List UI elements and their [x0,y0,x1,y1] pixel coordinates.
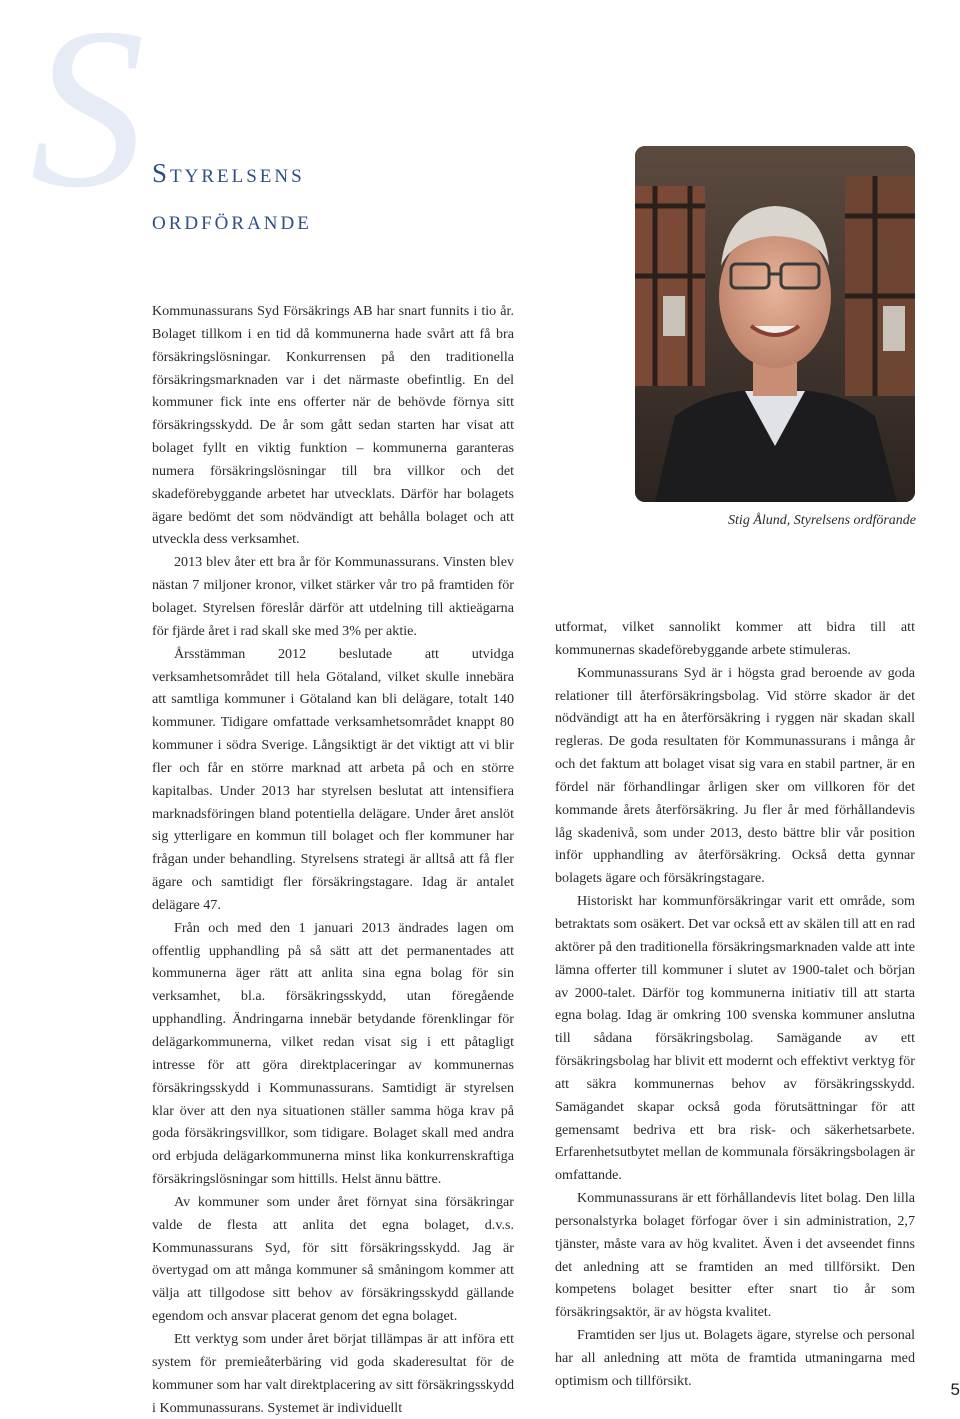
paragraph: Historiskt har kommunförsäkringar varit ett område, som betraktats som osäkert. Det var också ett av skälen till att en rad aktörer på den traditionella försäkringsmarknaden valde att inte lämna offerter till kommuner i slutet av 1900-talet och början av 2000-talet. Därför tog kommunerna initiativ till att starta egna bolag. Idag är omkring 100 svenska kommuner anslutna till sådana försäkringsbolag. Samägande av ett försäkringsbolag har blivit ett modernt och effektivt verktyg för att säkra kommunernas behov av försäkringsskydd. Samägandet skapar också goda förutsättningar för att gemensamt bedriva ett bra risk- och säkerhetsarbete. Erfarenhetsutbytet mellan de kommunala försäkringsbolagen är omfattande. [555,893,915,1184]
right-text-column [555,616,915,1393]
paragraph: Framtiden ser ljus ut. Bolagets ägare, styrelse och personal har all anledning att möta de framtida utmaningarna med optimism och tillförsikt. [555,1327,915,1389]
page-title [152,150,312,244]
paragraph: Kommunassurans Syd är i högsta grad beroende av goda relationer till återförsäkringsbolag. Vid större skador är det nödvändigt att ha en återförsäkring i ryggen när skadan skall regleras. De goda resultaten för Kommunassurans i många år och det faktum att bolaget visat sig vara en stabil partner, är en fördel när förhandlingar årligen sker om villkoren för det kommande årets återförsäkring. Ju fler år med förhållandevis låg skadenivå, som under 2013, desto bättre blir vår position inför upphandling av återförsäkring. Också detta gynnar bolagets ägare och försäkringstagare. [555,664,915,887]
paragraph: Av kommuner som under året förnyat sina försäkringar valde de flesta att anlita det egna bolaget, d.v.s. Kommunassurans Syd, för sitt försäkringsskydd. Jag är övertygad om att många kommuner så småningom kommer att välja att tillgodose sitt behov av försäkringsskydd gällande egendom och ansvar placerat genom det egna bolaget. [152,1193,514,1325]
paragraph: Kommunassurans Syd Försäkrings AB har snart funnits i tio år. Bolaget tillkom i en tid då kommunerna hade svårt att få bra försäkringslösningar. Konkurrensen på den traditionella försäkringsmarknaden var i det närmaste obefintlig. En del kommuner fick inte ens offerter när de behövde förnya sitt försäkringsskydd. De år som gått sedan starten har visat att bolaget fyllt en viktig funktion – kommunerna garanteras numera försäkringslösningar till bra villkor och det skadeförebyggande arbetet har utvecklats. Därför har bolagets ägare bedömt det som nödvändigt att behålla bolaget och att utveckla dess verksamhet. [152,303,514,548]
title-line-2: ordförande [152,205,312,235]
chairman-portrait-photo [635,146,915,502]
portrait-illustration [635,146,915,502]
title-line-1: Styrelsens [152,158,305,188]
decorative-initial-glyph: S [30,0,145,210]
page-number: 5 [950,1380,960,1399]
paragraph: Ett verktyg som under året börjat tillämpas är att införa ett system för premieåterbäring vid goda skaderesultat för de kommuner som har valt direktplacering av sitt försäkringsskydd i Kommunassurans. Systemet är individuellt [152,1330,514,1416]
left-text-column [152,300,514,1419]
paragraph: utformat, vilket sannolikt kommer att bidra till att kommunernas skadeförebyggande arbete stimuleras. [555,619,915,658]
paragraph: Årsstämman 2012 beslutade att utvidga verksamhetsområdet till hela Götaland, vilket skulle innebära att samtliga kommuner i Götaland kan bli delägare, totalt 140 kommuner. Tidigare omfattade verksamhetsområdet knappt 80 kommuner i södra Sverige. Långsiktigt är det viktigt att vi blir fler och får en större marknad att arbeta på och en större kapitalbas. Under 2013 har styrelsen beslutat att intensifiera marknadsföringen bland potentiella delägare. Under året anslöt sig ytterligare en kommun till bolaget och fler kommuner har frågan under behandling. Styrelsens strategi är alltså att få fler ägare och samtidigt fler försäkringstagare. Idag är antalet delägare 47. [152,645,514,913]
photo-caption: Stig Ålund, Styrelsens ordförande [728,513,916,528]
paragraph: 2013 blev åter ett bra år för Kommunassurans. Vinsten blev nästan 7 miljoner kronor, vilket stärker vår tro på framtiden för bolaget. Styrelsen föreslår därför att utdelning till aktieägarna för fjärde året i rad skall ske med 3% per aktie. [152,554,514,639]
paragraph: Kommunassurans är ett förhållandevis litet bolag. Den lilla personalstyrka bolaget förfogar över i sin administration, 2,7 tjänster, måste vara av hög kvalitet. Även i det avseendet finns det anledning att se framtiden an med tillförsikt. Den kompetens bolaget besitter efter snart tio år som försäkringsaktör, är av högsta kvalitet. [555,1190,915,1321]
paragraph: Från och med den 1 januari 2013 ändrades lagen om offentlig upphandling på så sätt att det permanentades att kommunerna äger rätt att anlita sina egna bolag för sin verksamhet, bl.a. försäkringsskydd, utan föregående upphandling. Ändringarna innebär betydande förenklingar för delägarkommunerna, vilket redan visat sig i ett påtagligt intresse för att göra direktplaceringar av kommunernas försäkringsskydd i Kommunassurans. Samtidigt är styrelsen klar över att den nya situationen ställer samma höga krav på goda försäkringsvillkor, som tidigare. Bolaget skall med andra ord erbjuda delägarkommunerna minst lika konkurrenskraftiga försäkringslösningar som hittills. Helst ännu bättre. [152,919,514,1188]
